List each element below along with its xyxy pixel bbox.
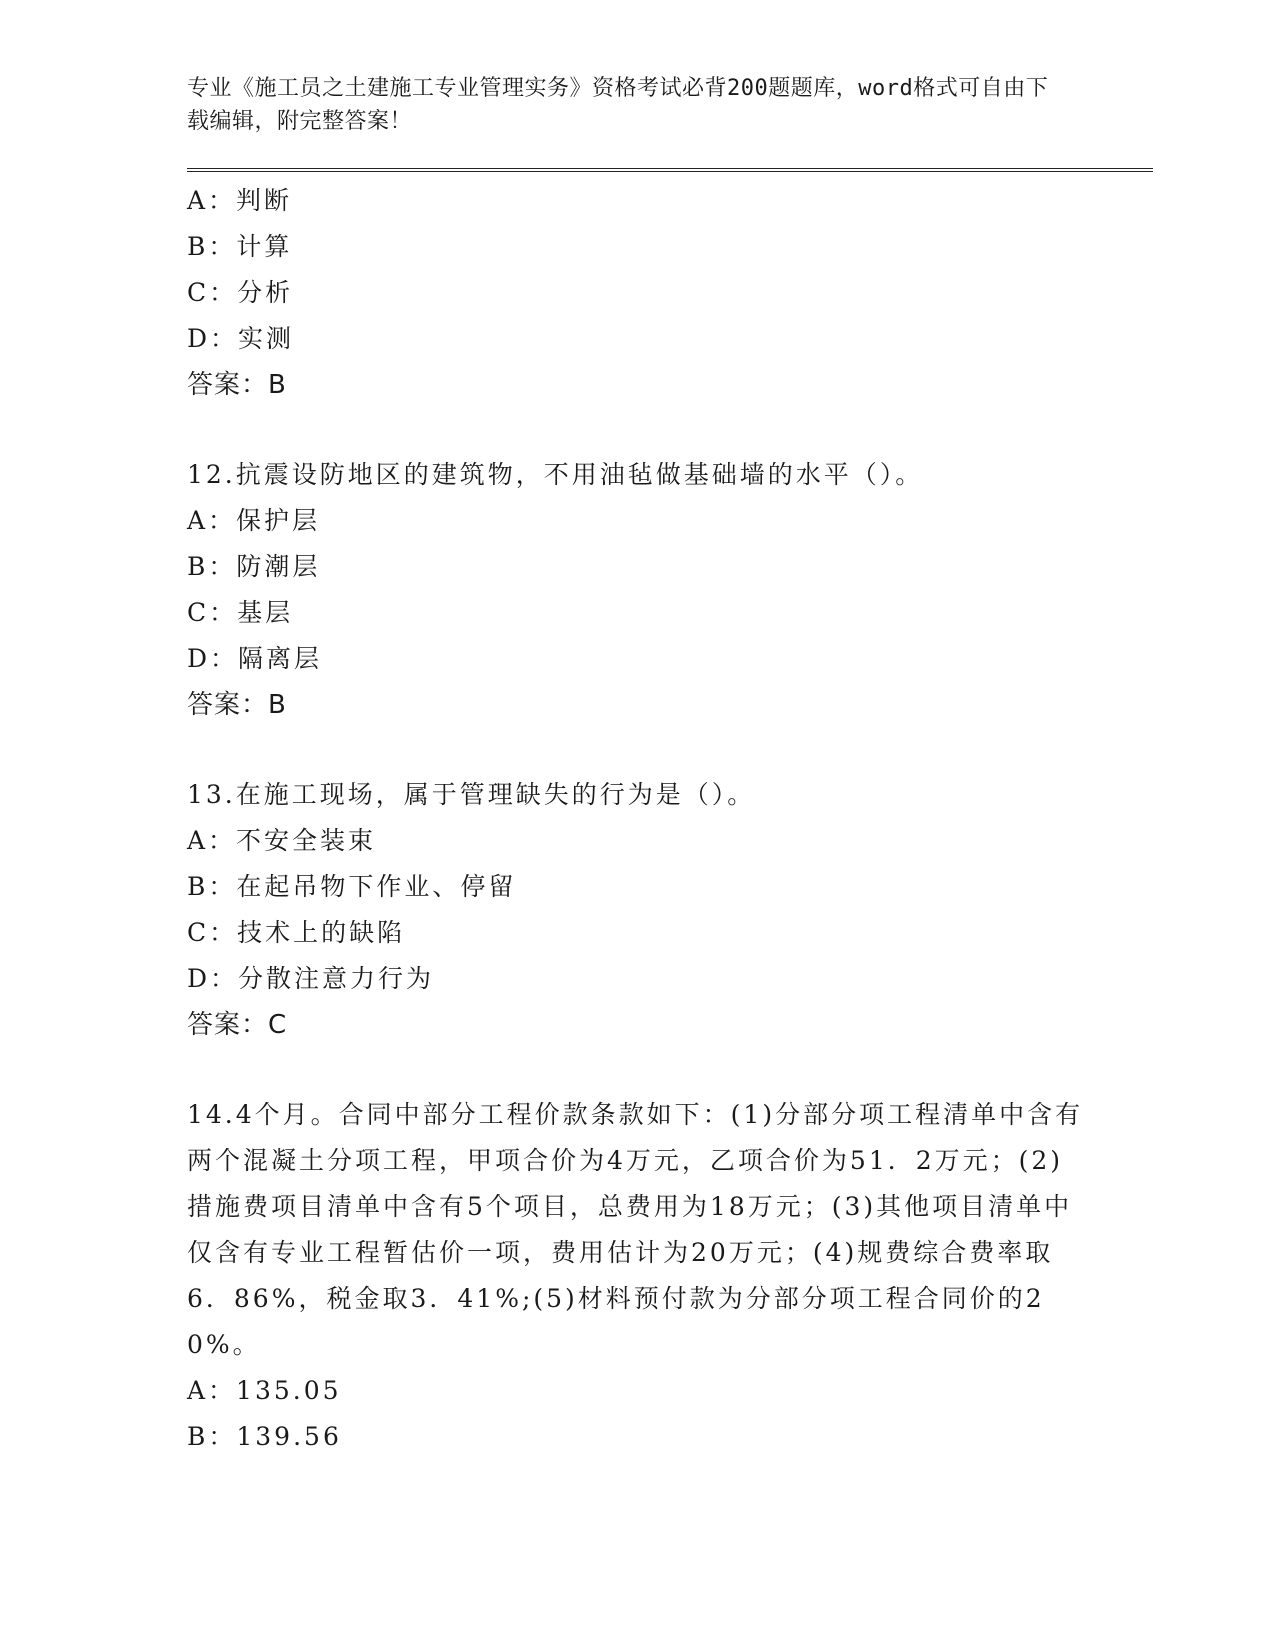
option-a: A：保护层	[187, 506, 321, 535]
option-c: C：分析	[187, 278, 294, 307]
document-header: 专业《施工员之土建施工专业管理实务》资格考试必背200题题库，word格式可自由下载编辑，附完整答案！	[187, 76, 1049, 134]
option-c: C：技术上的缺陷	[187, 918, 406, 947]
option-b: B：计算	[187, 232, 293, 261]
question-text: 14.4个月。合同中部分工程价款条款如下：(1)分部分项工程清单中含有两个混凝土分项工程，甲项合价为4万元，乙项合价为51．2万元；(2)措施费项目清单中含有5个项目，总费用为18万元；(3)其他项目清单中仅含有专业工程暂估价一项，费用估计为20万元；(4)规费综合费率取6．86%，税金取3．41%;(5)材料预付款为分部分项工程合同价的20%。	[187, 1100, 1084, 1359]
question-12	[187, 452, 1147, 728]
option-a: A：135.05	[187, 1376, 342, 1405]
option-d: D：分散注意力行为	[187, 964, 435, 993]
option-b: B：防潮层	[187, 552, 321, 581]
question-text: 13.在施工现场，属于管理缺失的行为是（）。	[187, 780, 756, 809]
answer: 答案：B	[187, 370, 287, 400]
option-b: B：在起吊物下作业、停留	[187, 872, 517, 901]
option-b: B：139.56	[187, 1422, 342, 1451]
option-c: C：基层	[187, 598, 294, 627]
question-14	[187, 1092, 1147, 1460]
document-page	[187, 72, 1147, 1460]
answer: 答案：C	[187, 1010, 288, 1040]
question-text: 12.抗震设防地区的建筑物，不用油毡做基础墙的水平（）。	[187, 460, 924, 489]
question-list	[187, 172, 1147, 1460]
question-11	[187, 178, 1147, 408]
option-d: D：实测	[187, 324, 295, 353]
option-d: D：隔离层	[187, 644, 323, 673]
answer: 答案：B	[187, 690, 287, 720]
option-a: A：不安全装束	[187, 826, 377, 855]
question-13	[187, 772, 1147, 1048]
option-a: A：判断	[187, 186, 293, 215]
